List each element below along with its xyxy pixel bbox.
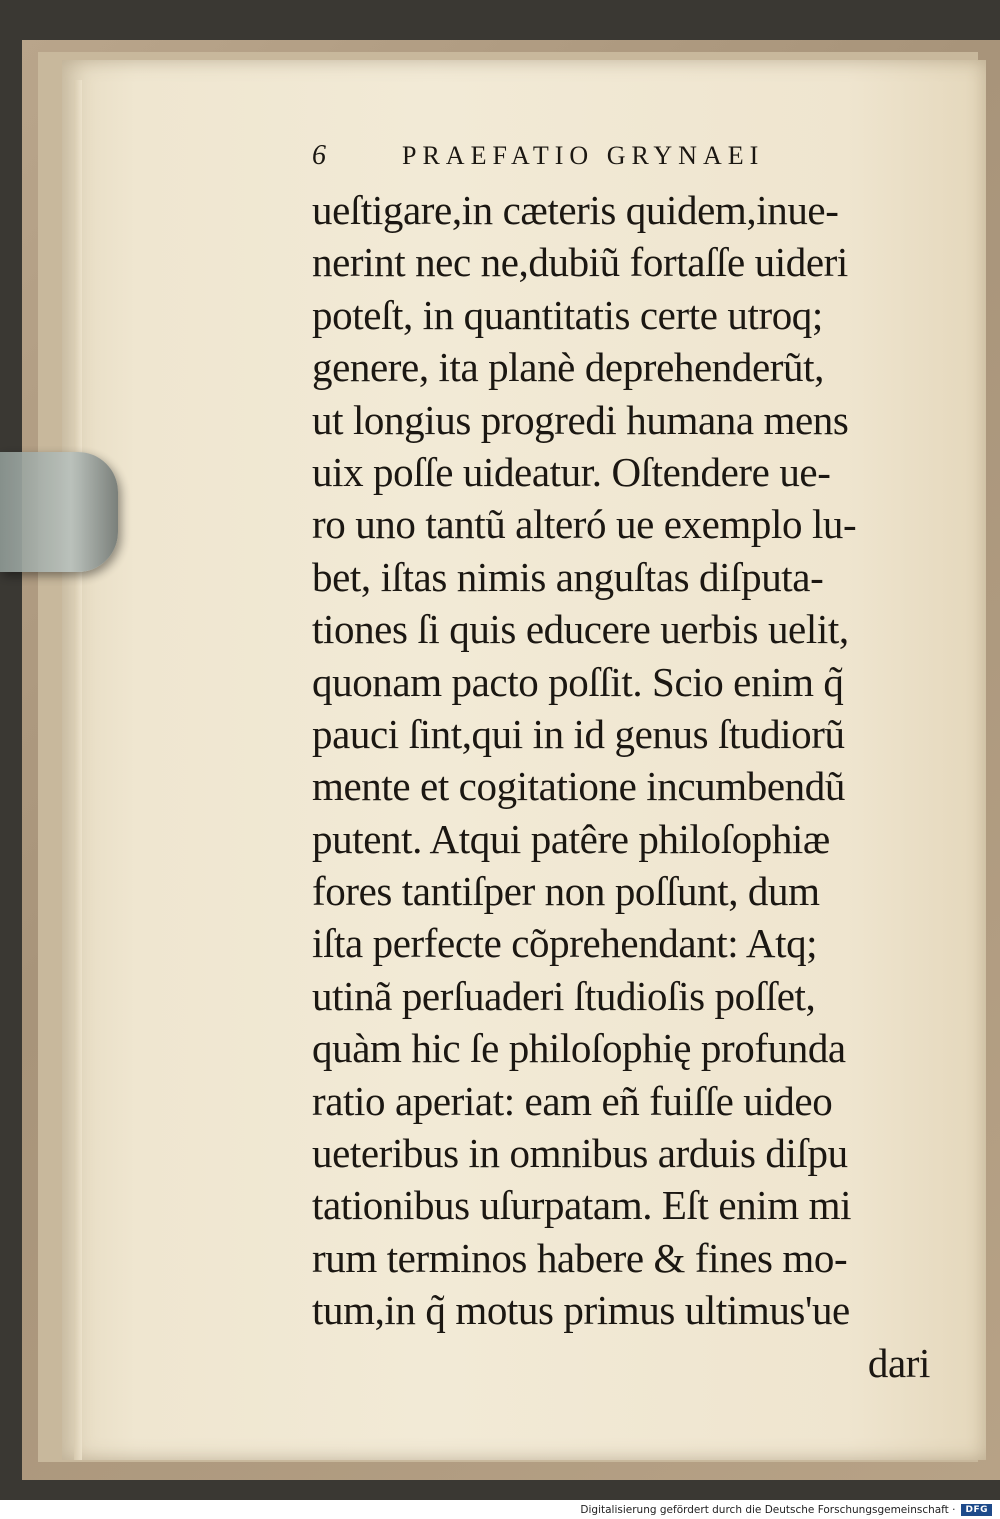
text-line: ro uno tantũ alteró ue exemplo lu- [312,501,857,548]
page-edge [74,80,82,1460]
text-line: mente et cogitatione incumbendũ [312,763,845,810]
page-number: 6 [312,140,331,171]
text-line: bet, iſtas nimis anguſtas diſputa- [312,553,824,600]
text-line: nerint nec ne,dubiũ fortaſſe uideri [312,239,848,286]
text-line: tationibus uſurpatam. Eſt enim mi [312,1182,852,1229]
clip-tab [0,452,118,572]
text-line: ut longius progredi humana mens [312,396,849,443]
text-line: putent. Atqui patêre philoſophiæ [312,815,830,862]
text-line: ratio aperiat: eam eñ fuiſſe uideo [312,1077,833,1124]
running-head-title: PRAEFATIO GRYNAEI [402,141,765,170]
text-line: tiones ſi quis educere uerbis uelit, [312,606,849,653]
dfg-logo[interactable]: DFG [961,1504,992,1516]
text-line: tum,in q̃ motus primus ultimus'ue [312,1287,850,1334]
text-line: quonam pacto poſſit. Scio enim q̃ [312,658,844,705]
text-line: ueteribus in omnibus arduis diſpu [312,1130,848,1177]
text-line: rum terminos habere & fines mo- [312,1234,848,1281]
text-lines [312,184,952,1389]
text-line: iſta perfecte cõprehendant: Atq; [312,920,818,967]
text-line: pauci ſint,qui in id genus ſtudiorũ [312,710,845,757]
text-line: utinã perſuaderi ſtudioſis poſſet, [312,972,816,1019]
text-line: ueſtigare,in cæteris quidem,inue- [312,187,839,233]
footer-bar [0,1500,1000,1519]
catchword: dari [867,1339,930,1386]
text-line: quàm hic ſe philoſophię profunda [312,1025,846,1072]
text-line: genere, ita planè deprehenderũt, [312,344,824,391]
funding-credit: Digitalisierung gefördert durch die Deutsche Forschungsgemeinschaft · [580,1503,956,1516]
text-line: poteſt, in quantitatis certe utroq; [312,291,823,338]
text-line: uix poſſe uideatur. Oſtendere ue- [312,448,831,495]
text-line: fores tantiſper non poſſunt, dum [312,868,820,915]
page-text-block [312,140,952,1389]
running-head [312,140,952,184]
